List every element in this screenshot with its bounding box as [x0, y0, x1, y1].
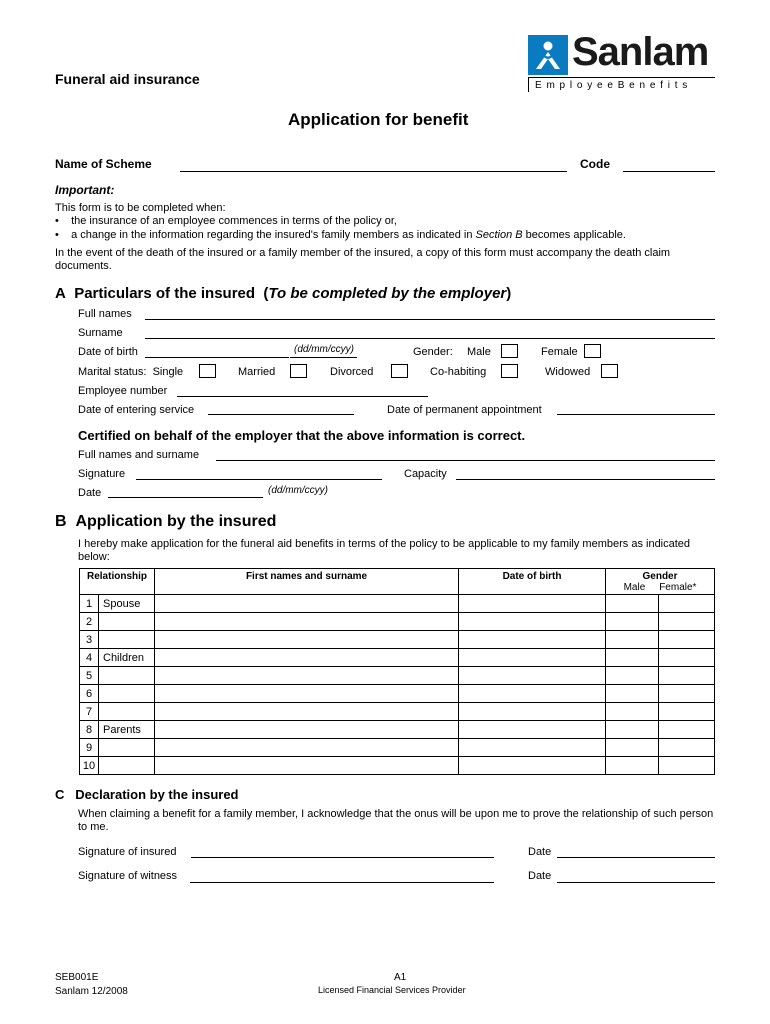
sig-witness-field[interactable] — [190, 882, 494, 883]
page-title: Application for benefit — [288, 110, 469, 129]
row-number: 10 — [80, 757, 99, 775]
brand-subtitle: E m p l o y e e B e n e f i t s — [535, 80, 689, 91]
marital-label: Marital status: Single — [78, 366, 184, 378]
row-dob-field[interactable] — [459, 703, 606, 721]
section-c-heading: C Declaration by the insured — [55, 787, 239, 802]
table-row — [80, 595, 715, 613]
capacity-label: Capacity — [404, 468, 447, 480]
dob-format: (dd/mm/ccyy) — [294, 344, 354, 355]
date-entering-field[interactable] — [208, 414, 354, 415]
row-names-field[interactable] — [155, 685, 459, 703]
sig-witness-label: Signature of witness — [78, 870, 178, 882]
table-row — [80, 739, 715, 757]
section-b-heading: B Application by the insured — [55, 513, 277, 530]
row-dob-field[interactable] — [459, 667, 606, 685]
scheme-name-label: Name of Scheme — [55, 157, 152, 171]
section-b-intro: I hereby make application for the funeral aid benefits in terms of the policy to be applicable to my family members as indicated below: — [78, 538, 691, 563]
table-row — [80, 631, 715, 649]
surname-label: Surname — [78, 327, 123, 339]
important-intro: This form is to be completed when: — [55, 202, 226, 214]
date-permanent-field[interactable] — [557, 414, 715, 415]
full-names-label: Full names — [78, 308, 132, 320]
capacity-field[interactable] — [456, 479, 715, 480]
certified-statement: Certified on behalf of the employer that the above information is correct. — [78, 428, 526, 443]
col-dob: Date of birth — [459, 569, 606, 595]
dob-label: Date of birth — [78, 346, 138, 358]
table-row — [80, 613, 715, 631]
married-checkbox[interactable] — [290, 364, 307, 378]
row-dob-field[interactable] — [459, 613, 606, 631]
row-male-field[interactable] — [606, 721, 659, 739]
cohabiting-checkbox[interactable] — [501, 364, 518, 378]
row-dob-field[interactable] — [459, 757, 606, 775]
row-dob-field[interactable] — [459, 685, 606, 703]
date-permanent-label: Date of permanent appointment — [387, 404, 542, 416]
female-checkbox[interactable] — [584, 344, 601, 358]
row-number: 8 — [80, 721, 99, 739]
row-names-field[interactable] — [155, 667, 459, 685]
row-number: 6 — [80, 685, 99, 703]
row-number: 1 — [80, 595, 99, 613]
cert-full-names-field[interactable] — [216, 460, 715, 461]
row-relationship — [99, 703, 155, 721]
row-relationship — [99, 667, 155, 685]
row-number: 4 — [80, 649, 99, 667]
row-female-field[interactable] — [659, 703, 715, 721]
widowed-label: Widowed — [545, 366, 591, 378]
row-names-field[interactable] — [155, 703, 459, 721]
row-names-field[interactable] — [155, 757, 459, 775]
row-relationship — [99, 685, 155, 703]
row-male-field[interactable] — [606, 613, 659, 631]
date-entering-label: Date of entering service — [78, 404, 195, 416]
row-male-field[interactable] — [606, 631, 659, 649]
row-male-field[interactable] — [606, 757, 659, 775]
row-relationship — [99, 757, 155, 775]
row-female-field[interactable] — [659, 739, 715, 757]
section-c-text: When claiming a benefit for a family member, I acknowledge that the onus will be upon me to prove the relationship of such person to me. — [78, 808, 714, 833]
row-male-field[interactable] — [606, 649, 659, 667]
row-female-field[interactable] — [659, 667, 715, 685]
row-number: 9 — [80, 739, 99, 757]
sanlam-logo-icon — [528, 35, 568, 75]
witness-date-field[interactable] — [557, 882, 715, 883]
insured-date-field[interactable] — [557, 857, 715, 858]
table-row — [80, 649, 715, 667]
cohabiting-label: Co-habiting — [430, 366, 487, 378]
table-row — [80, 703, 715, 721]
row-female-field[interactable] — [659, 595, 715, 613]
row-names-field[interactable] — [155, 613, 459, 631]
product-name: Funeral aid insurance — [55, 71, 200, 87]
gender-label: Gender: — [413, 346, 453, 358]
row-relationship — [99, 631, 155, 649]
cert-date-field[interactable] — [108, 497, 263, 498]
male-checkbox[interactable] — [501, 344, 518, 358]
row-number: 7 — [80, 703, 99, 721]
row-female-field[interactable] — [659, 757, 715, 775]
cert-full-names-label: Full names and surname — [78, 449, 200, 461]
important-heading: Important: — [55, 183, 115, 197]
employee-number-label: Employee number — [78, 385, 168, 397]
row-number: 3 — [80, 631, 99, 649]
female-label: Female — [541, 346, 578, 358]
row-names-field[interactable] — [155, 649, 459, 667]
family-members-table — [79, 568, 715, 775]
form-version: Sanlam 12/2008 — [55, 986, 128, 997]
row-male-field[interactable] — [606, 685, 659, 703]
row-female-field[interactable] — [659, 613, 715, 631]
row-dob-field[interactable] — [459, 649, 606, 667]
row-names-field[interactable] — [155, 595, 459, 613]
widowed-checkbox[interactable] — [601, 364, 618, 378]
row-dob-field[interactable] — [459, 595, 606, 613]
row-dob-field[interactable] — [459, 721, 606, 739]
row-relationship: Parents — [99, 721, 155, 739]
row-number: 2 — [80, 613, 99, 631]
table-row — [80, 667, 715, 685]
row-relationship: Children — [99, 649, 155, 667]
table-row — [80, 685, 715, 703]
table-row — [80, 721, 715, 739]
cert-date-label: Date — [78, 487, 102, 499]
dob-field[interactable] — [145, 357, 289, 358]
married-label: Married — [238, 366, 276, 378]
surname-field[interactable] — [145, 338, 715, 339]
page-number: A1 — [394, 972, 407, 983]
divorced-label: Divorced — [330, 366, 374, 378]
full-names-field[interactable] — [145, 319, 715, 320]
row-female-field[interactable] — [659, 721, 715, 739]
row-relationship — [99, 739, 155, 757]
row-relationship — [99, 613, 155, 631]
row-dob-field[interactable] — [459, 739, 606, 757]
row-relationship: Spouse — [99, 595, 155, 613]
col-gender: Gender Male Female* — [606, 569, 715, 595]
form-code: SEB001E — [55, 972, 99, 983]
employee-number-field[interactable] — [177, 396, 428, 397]
male-label: Male — [467, 346, 491, 358]
row-names-field[interactable] — [155, 721, 459, 739]
row-male-field[interactable] — [606, 595, 659, 613]
death-note: In the event of the death of the insured or a family member of the insured, a copy of this form must accompany the death claim documents. — [55, 247, 671, 272]
single-checkbox[interactable] — [199, 364, 216, 378]
row-number: 5 — [80, 667, 99, 685]
sig-insured-label: Signature of insured — [78, 846, 177, 858]
table-row — [80, 757, 715, 775]
signature-field[interactable] — [136, 479, 382, 480]
fsp-note: Licensed Financial Services Provider — [318, 985, 466, 995]
scheme-name-field[interactable] — [180, 171, 567, 172]
brand-name: Sanlam — [572, 30, 709, 74]
col-relationship: Relationship — [80, 569, 155, 595]
row-male-field[interactable] — [606, 739, 659, 757]
row-female-field[interactable] — [659, 685, 715, 703]
bullet-2: • a change in the information regarding the insured's family members as indicated in Section B becomes applicable. — [55, 229, 626, 241]
row-male-field[interactable] — [606, 703, 659, 721]
row-dob-field[interactable] — [459, 631, 606, 649]
divorced-checkbox[interactable] — [391, 364, 408, 378]
cert-date-format: (dd/mm/ccyy) — [268, 485, 328, 496]
col-names: First names and surname — [155, 569, 459, 595]
code-label: Code — [580, 157, 610, 171]
insured-date-label: Date — [528, 846, 552, 858]
signature-label: Signature — [78, 468, 126, 480]
row-names-field[interactable] — [155, 739, 459, 757]
section-a-heading: A Particulars of the insured (To be completed by the employer) — [55, 285, 512, 302]
witness-date-label: Date — [528, 870, 552, 882]
row-names-field[interactable] — [155, 631, 459, 649]
row-female-field[interactable] — [659, 649, 715, 667]
code-field[interactable] — [623, 171, 715, 172]
bullet-1: • the insurance of an employee commences in terms of the policy or, — [55, 215, 397, 227]
row-female-field[interactable] — [659, 631, 715, 649]
sig-insured-field[interactable] — [191, 857, 494, 858]
row-male-field[interactable] — [606, 667, 659, 685]
